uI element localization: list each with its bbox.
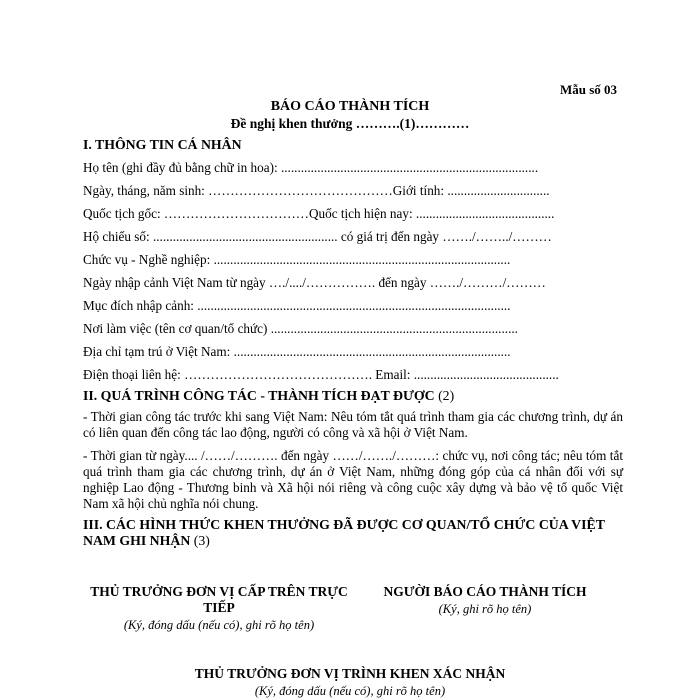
section-3-heading [83,517,618,549]
section-3-heading-text: III. CÁC HÌNH THỨC KHEN THƯỞNG ĐÃ ĐƯỢC CƠ QUAN/TỔ CHỨC CỦA VIỆT NAM GHI NHẬN [83,517,605,548]
section-1-heading: I. THÔNG TIN CÁ NHÂN [83,137,242,152]
field-temporary-address: Địa chỉ tạm trú ở Việt Nam: .................................................................................... [83,344,511,359]
field-position-occupation: Chức vụ - Nghề nghiệp: .......................................................................................... [83,252,511,267]
field-nationality: Quốc tịch gốc: ……………………………Quốc tịch hiện nay: .......................................... [83,206,555,221]
superior-note: (Ký, đóng dấu (nếu có), ghi rõ họ tên) [123,618,315,632]
document-title: BÁO CÁO THÀNH TÍCH [270,99,430,114]
confirmer-note: (Ký, đóng dấu (nếu có), ghi rõ họ tên) [254,684,446,698]
section-2-paragraph-before: - Thời gian công tác trước khi sang Việt Nam: Nêu tóm tắt quá trình tham gia các chương trình, dự án có liên quan đến công tác lao động, người có công và xã hội ở Việt Nam. [83,409,623,440]
field-entry-date: Ngày nhập cảnh Việt Nam từ ngày …./..../……………. đến ngày ……./………/……… [83,275,546,290]
confirmer-title: THỦ TRƯỞNG ĐƠN VỊ TRÌNH KHEN XÁC NHẬN [194,666,506,681]
field-passport: Hộ chiếu số: ........................................................ có giá trị đến ngày ……./……../……… [83,229,552,244]
superior-title: THỦ TRƯỞNG ĐƠN VỊ CẤP TRÊN TRỰC TIẾP [90,584,348,615]
field-workplace: Nơi làm việc (tên cơ quan/tổ chức) ........................................................................... [83,321,518,336]
signature-block-confirmer [0,666,700,700]
document-subtitle: Đề nghị khen thưởng ……….(1)………… [230,116,470,131]
reporter-note: (Ký, ghi rõ họ tên) [438,602,532,616]
signature-block-reporter [370,584,600,618]
field-entry-purpose: Mục đích nhập cảnh: ............................................................................................... [83,298,511,313]
field-birth-gender: Ngày, tháng, năm sinh: ……………………………………Giới tính: ............................... [83,183,550,198]
section-3-heading-note: (3) [193,533,210,548]
field-full-name: Họ tên (ghi đầy đủ bằng chữ in hoa): .............................................................................. [83,160,539,175]
reporter-title: NGƯỜI BÁO CÁO THÀNH TÍCH [383,584,587,599]
section-2-heading-text: II. QUÁ TRÌNH CÔNG TÁC - THÀNH TÍCH ĐẠT ĐƯỢC [83,388,435,403]
form-code: Mẫu số 03 [559,82,617,97]
field-phone-email: Điện thoại liên hệ: ……………………………………. Email: ............................................ [83,367,559,382]
section-2-heading-note: (2) [438,388,455,403]
section-2-paragraph-during: - Thời gian từ ngày.... /……/………. đến ngày ……/……./………: chức vụ, nơi công tác; nêu tóm tắt quá trình tham gia các chương trình, dự án ở Việt Nam, những đóng góp của cá nhân đối với sự nghiệp Lao động - Thương binh và Xã hội nói riêng và công cuộc xây dựng và bảo vệ tổ quốc Việt Nam xã hội chủ nghĩa nói chung. [83,448,623,511]
section-2-heading [83,388,454,404]
signature-block-superior [76,584,362,634]
